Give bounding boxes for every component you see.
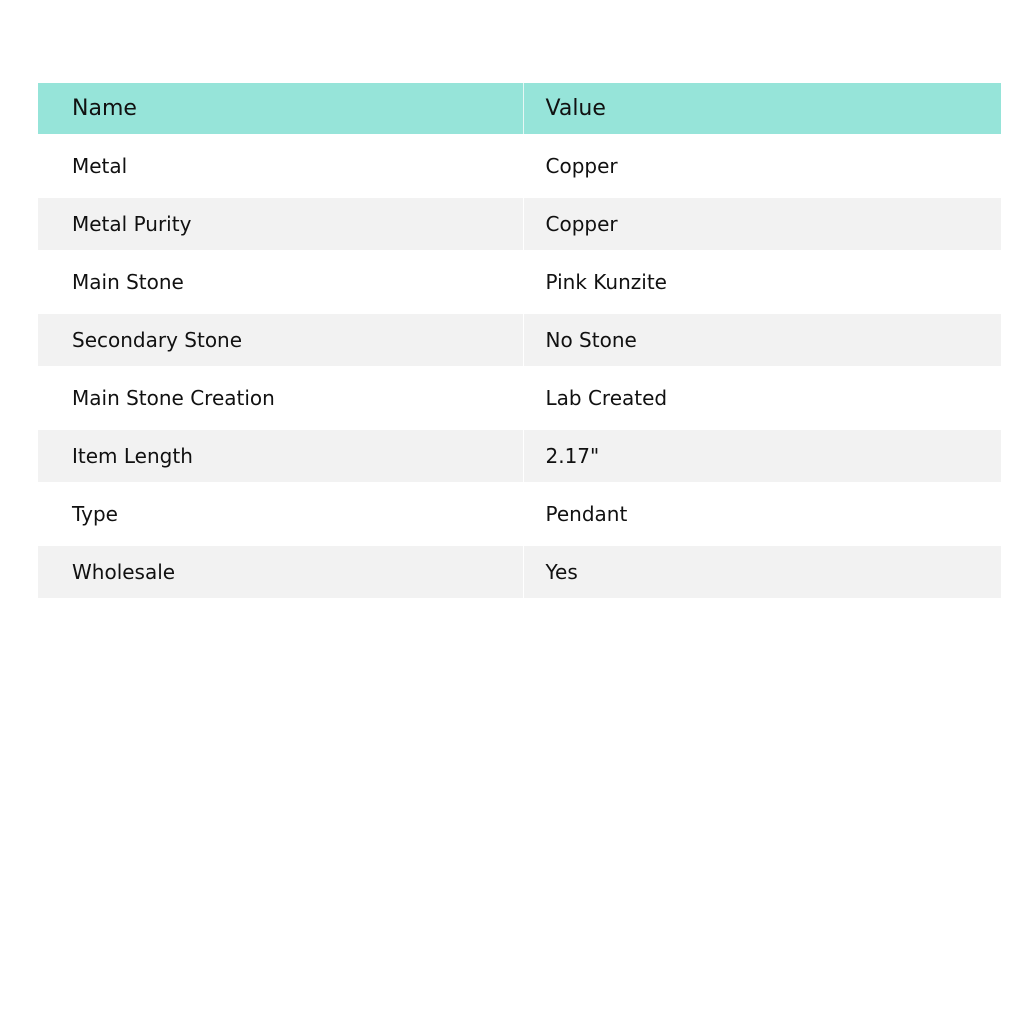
table-row [38, 250, 1001, 314]
row-value-cell: Copper [523, 134, 1001, 198]
table-row [38, 546, 1001, 598]
row-name-cell: Main Stone Creation [38, 366, 523, 430]
header-row [38, 83, 1001, 134]
table-header [38, 83, 1001, 134]
row-value-cell: Pendant [523, 482, 1001, 546]
row-name-cell: Wholesale [38, 546, 523, 598]
table-row [38, 134, 1001, 198]
row-value-cell: No Stone [523, 314, 1001, 366]
row-name-cell: Item Length [38, 430, 523, 482]
specifications-table [38, 83, 1001, 598]
table-row [38, 366, 1001, 430]
row-name-cell: Secondary Stone [38, 314, 523, 366]
row-value-cell: Lab Created [523, 366, 1001, 430]
row-value-cell: 2.17" [523, 430, 1001, 482]
row-value-cell: Pink Kunzite [523, 250, 1001, 314]
table-row [38, 198, 1001, 250]
row-value-cell: Yes [523, 546, 1001, 598]
row-name-cell: Metal Purity [38, 198, 523, 250]
column-header-value: Value [523, 83, 1001, 134]
row-name-cell: Main Stone [38, 250, 523, 314]
table-row [38, 430, 1001, 482]
column-header-name: Name [38, 83, 523, 134]
row-name-cell: Metal [38, 134, 523, 198]
table-row [38, 482, 1001, 546]
row-value-cell: Copper [523, 198, 1001, 250]
row-name-cell: Type [38, 482, 523, 546]
table-body [38, 134, 1001, 598]
table-row [38, 314, 1001, 366]
